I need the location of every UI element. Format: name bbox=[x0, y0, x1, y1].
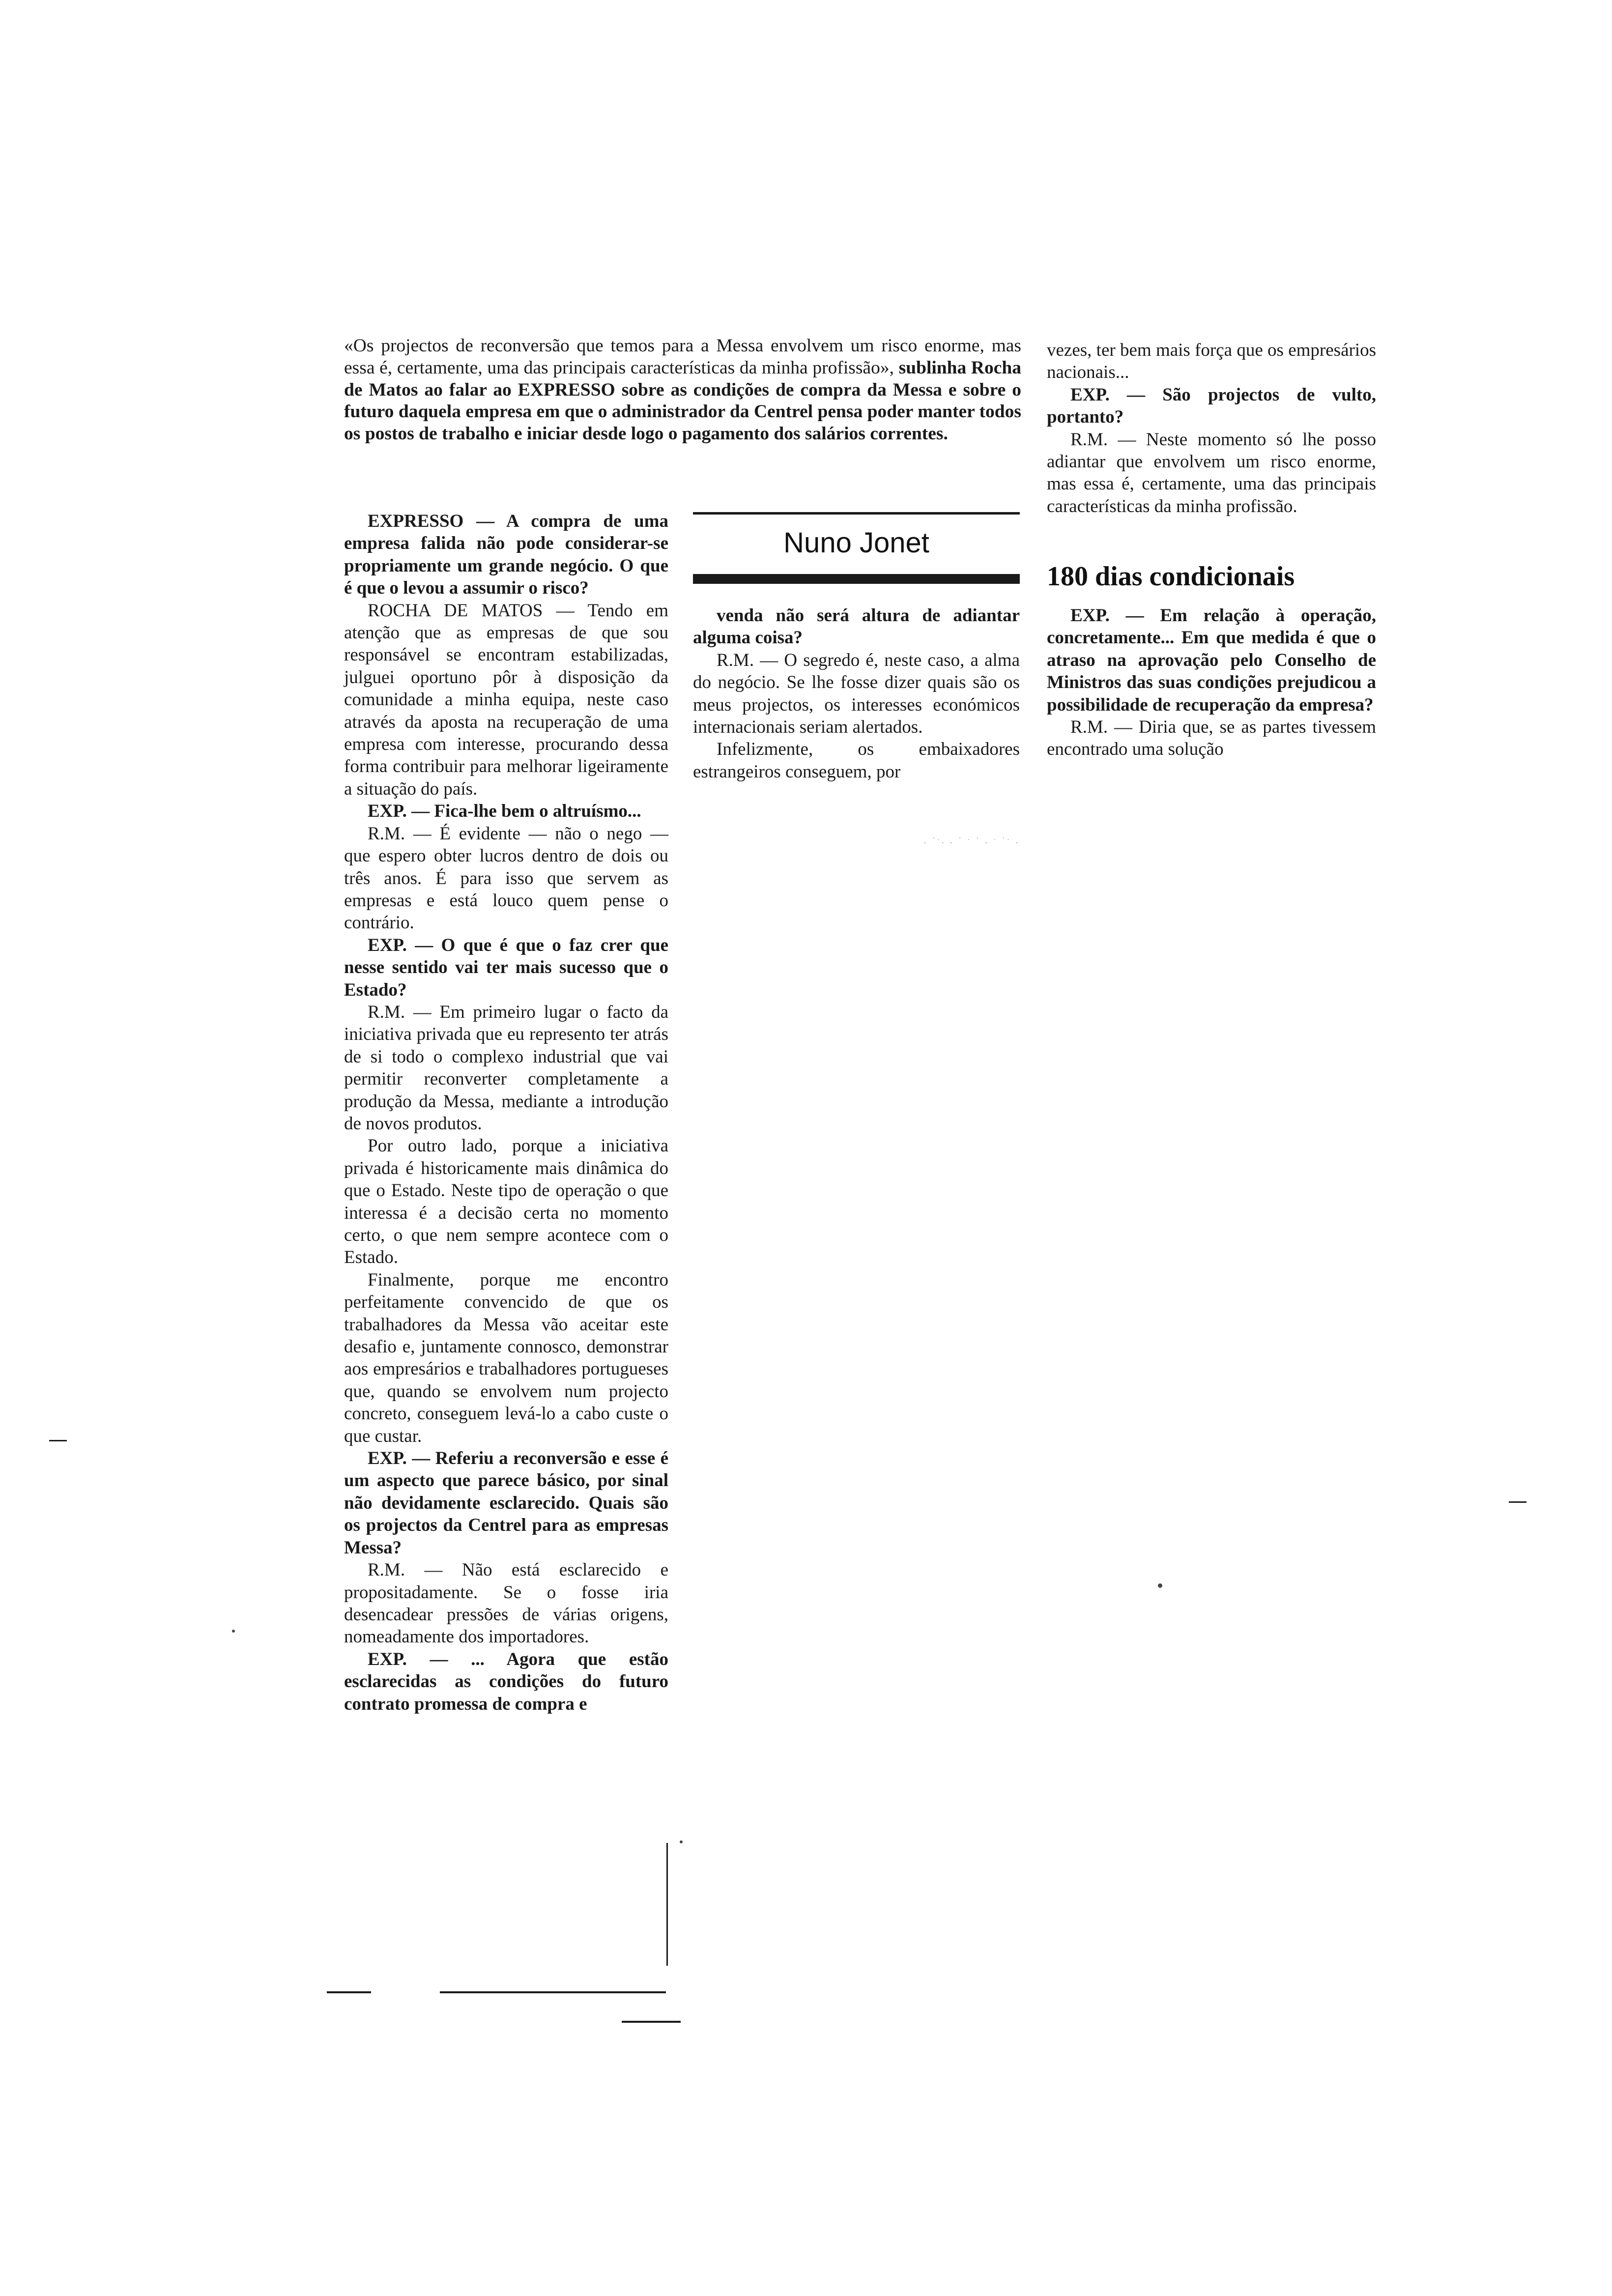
interview-question: EXP. — Fica-lhe bem o altruísmo... bbox=[368, 801, 641, 822]
column-1 bbox=[344, 510, 668, 1715]
faint-print-marks: . ˙ˑ. . ˙ ˑ ˙ . ˑ ˙ˑ . bbox=[924, 835, 1020, 845]
byline-top-rule bbox=[693, 512, 1020, 515]
interview-question: EXP. — São projectos de vulto, portanto? bbox=[1047, 384, 1376, 428]
column-1-vertical-rule bbox=[666, 1843, 668, 1966]
scan-speck bbox=[232, 1630, 235, 1633]
lead-bold: sublinha Rocha de Matos ao falar ao EXPRESSO sobre as condições de compra da Messa e sobre o futuro daquela empresa em que o administrador da Centrel pensa poder manter todos os postos de trabalho e iniciar desde logo o pagamento dos salários correntes. bbox=[344, 357, 1022, 444]
interview-answer: R.M. — Em primeiro lugar o facto da iniciativa privada que eu represento ter atrás de si todo o complexo industrial que vai permitir reconverter completamente a produção da Messa, mediante a introdução de novos produtos. bbox=[344, 1002, 668, 1134]
interview-answer: vezes, ter bem mais força que os empresários nacionais... bbox=[1047, 340, 1376, 383]
interview-answer: R.M. — Diria que, se as partes tivessem encontrado uma solução bbox=[1047, 717, 1376, 760]
lead-paragraph bbox=[344, 335, 1021, 445]
byline-bottom-rule bbox=[693, 574, 1020, 584]
interview-answer: R.M. — É evidente — não o nego — que espero obter lucros dentro de dois ou três anos. É para isso que servem as empresas e está louco quem pense o contrário. bbox=[344, 823, 668, 933]
interview-answer: Finalmente, porque me encontro perfeitamente convencido de que os trabalhadores da Messa vão aceitar este desafio e, juntamente connosco, demonstrar aos empresários e trabalhadores portugueses que, quando se envolvem num projecto concreto, conseguem levá-lo a cabo custe o que custar. bbox=[344, 1269, 668, 1446]
interview-answer: R.M. — O segredo é, neste caso, a alma do negócio. Se lhe fosse dizer quais são os meus projectos, os interesses económicos internacionais seriam alertados. bbox=[693, 650, 1020, 738]
interview-answer: R.M. — Neste momento só lhe posso adiantar que envolvem um risco enorme, mas essa é, certamente, uma das principais características da minha profissão. bbox=[1047, 429, 1376, 517]
interview-question: EXP. — Em relação à operação, concretamente... Em que medida é que o atraso na aprovação pelo Conselho de Ministros das suas condições prejudicou a possibilidade de recuperação da empresa? bbox=[1047, 605, 1376, 715]
section-subhead: 180 dias condicionais bbox=[1047, 561, 1295, 592]
scan-mark bbox=[49, 1440, 67, 1441]
column-3-bottom bbox=[1047, 604, 1376, 761]
interview-answer: ROCHA DE MATOS — Tendo em atenção que as empresas de que sou responsável se encontram estabilizadas, julguei oportuno pôr à disposição da comunidade a minha equipa, neste caso através da aposta na recuperação de uma empresa com interesse, procurando dessa forma contribuir para melhorar ligeiramente a situação do país. bbox=[344, 600, 668, 799]
interview-question: EXPRESSO — A compra de uma empresa falida não pode considerar-se propriamente um grande negócio. O que é que o levou a assumir o risco? bbox=[344, 511, 668, 599]
scan-speck bbox=[1158, 1583, 1162, 1588]
column-3-top bbox=[1047, 339, 1376, 517]
bottom-rule-short bbox=[327, 1991, 371, 1993]
interview-answer: Infelizmente, os embaixadores estrangeiros conseguem, por bbox=[693, 739, 1020, 782]
interview-question: venda não será altura de adiantar alguma coisa? bbox=[693, 605, 1020, 648]
scan-speck bbox=[680, 1840, 683, 1843]
interview-question: EXP. — O que é que o faz crer que nesse sentido vai ter mais sucesso que o Estado? bbox=[344, 935, 668, 1000]
scan-mark bbox=[1509, 1501, 1526, 1503]
lead-intro: «Os projectos de reconversão que temos para a Messa envolvem um risco enorme, mas essa é, certamente, uma das principais características da minha profissão», bbox=[344, 336, 1021, 378]
bottom-rule-offset bbox=[622, 2021, 681, 2023]
interview-answer: Por outro lado, porque a iniciativa privada é historicamente mais dinâmica do que o Estado. Neste tipo de operação o que interessa é a decisão certa no momento certo, o que nem sempre acontece com o Estado. bbox=[344, 1136, 668, 1268]
interview-question: EXP. — Referiu a reconversão e esse é um aspecto que parece básico, por sinal não devidamente esclarecido. Quais são os projectos da Centrel para as empresas Messa? bbox=[344, 1448, 668, 1558]
bottom-rule-long bbox=[440, 1991, 666, 1993]
byline-author: Nuno Jonet bbox=[783, 527, 929, 559]
column-2 bbox=[693, 604, 1020, 783]
interview-answer: R.M. — Não está esclarecido e propositadamente. Se o fosse iria desencadear pressões de várias origens, nomeadamente dos importadores. bbox=[344, 1560, 668, 1647]
interview-question: EXP. — ... Agora que estão esclarecidas as condições do futuro contrato promessa de compra e bbox=[344, 1649, 668, 1714]
